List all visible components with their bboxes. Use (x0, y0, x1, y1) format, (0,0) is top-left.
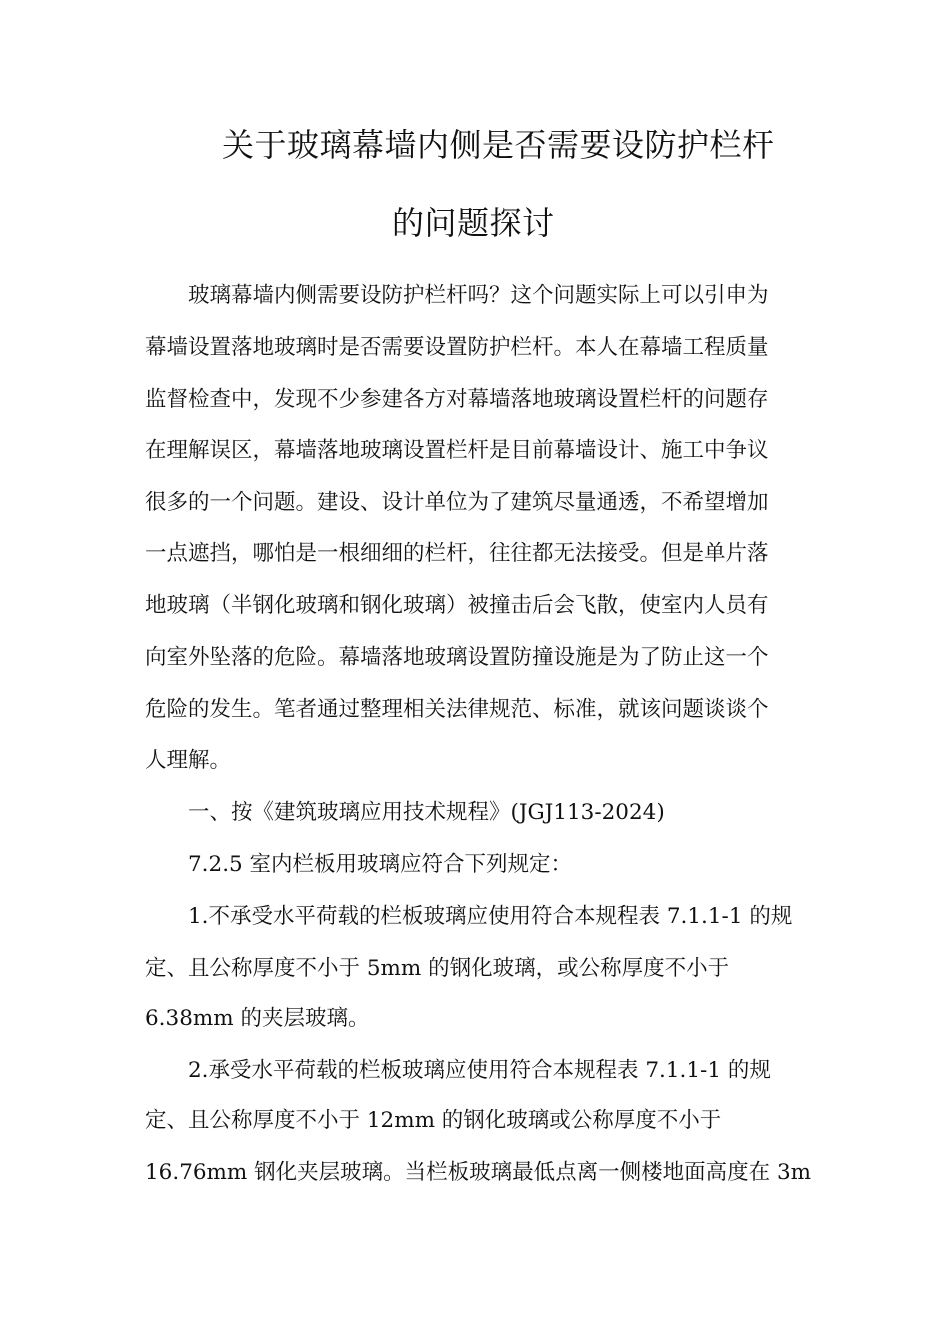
paragraph-line: 向室外坠落的危险。幕墙落地玻璃设置防撞设施是为了防止这一个 (145, 645, 769, 670)
list-item-line: 16.76mm 钢化夹层玻璃。当栏板玻璃最低点离一侧楼地面高度在 3m (145, 1160, 812, 1185)
paragraph-line: 在理解误区，幕墙落地玻璃设置栏杆是目前幕墙设计、施工中争议 (145, 438, 769, 463)
list-item-line: 1.不承受水平荷载的栏板玻璃应使用符合本规程表 7.1.1-1 的规 (188, 904, 793, 929)
paragraph-line: 幕墙设置落地玻璃时是否需要设置防护栏杆。本人在幕墙工程质量 (145, 335, 769, 360)
paragraph-line: 监督检查中，发现不少参建各方对幕墙落地玻璃设置栏杆的问题存 (145, 387, 769, 412)
document-title-line-2: 的问题探讨 (392, 204, 555, 242)
clause-heading: 7.2.5 室内栏板用玻璃应符合下列规定： (188, 852, 573, 877)
list-item-line: 2.承受水平荷载的栏板玻璃应使用符合本规程表 7.1.1-1 的规 (188, 1058, 771, 1083)
list-item-line: 6.38mm 的夹层玻璃。 (145, 1006, 370, 1031)
paragraph-line: 一点遮挡，哪怕是一根细细的栏杆，往往都无法接受。但是单片落 (145, 541, 769, 566)
paragraph-line: 很多的一个问题。建设、设计单位为了建筑尽量通透，不希望增加 (145, 490, 769, 515)
paragraph-line: 危险的发生。笔者通过整理相关法律规范、标准，就该问题谈谈个 (145, 697, 769, 722)
list-item-line: 定、且公称厚度不小于 5mm 的钢化玻璃，或公称厚度不小于 (145, 956, 730, 981)
section-heading: 一、按《建筑玻璃应用技术规程》(JGJ113-2024) (188, 800, 665, 825)
paragraph-line: 人理解。 (145, 748, 232, 773)
paragraph-line: 地玻璃（半钢化玻璃和钢化玻璃）被撞击后会飞散，使室内人员有 (145, 593, 769, 618)
list-item-line: 定、且公称厚度不小于 12mm 的钢化玻璃或公称厚度不小于 (145, 1108, 722, 1133)
document-title-line-1: 关于玻璃幕墙内侧是否需要设防护栏杆 (222, 126, 775, 164)
paragraph-line: 玻璃幕墙内侧需要设防护栏杆吗？这个问题实际上可以引申为 (188, 283, 769, 308)
